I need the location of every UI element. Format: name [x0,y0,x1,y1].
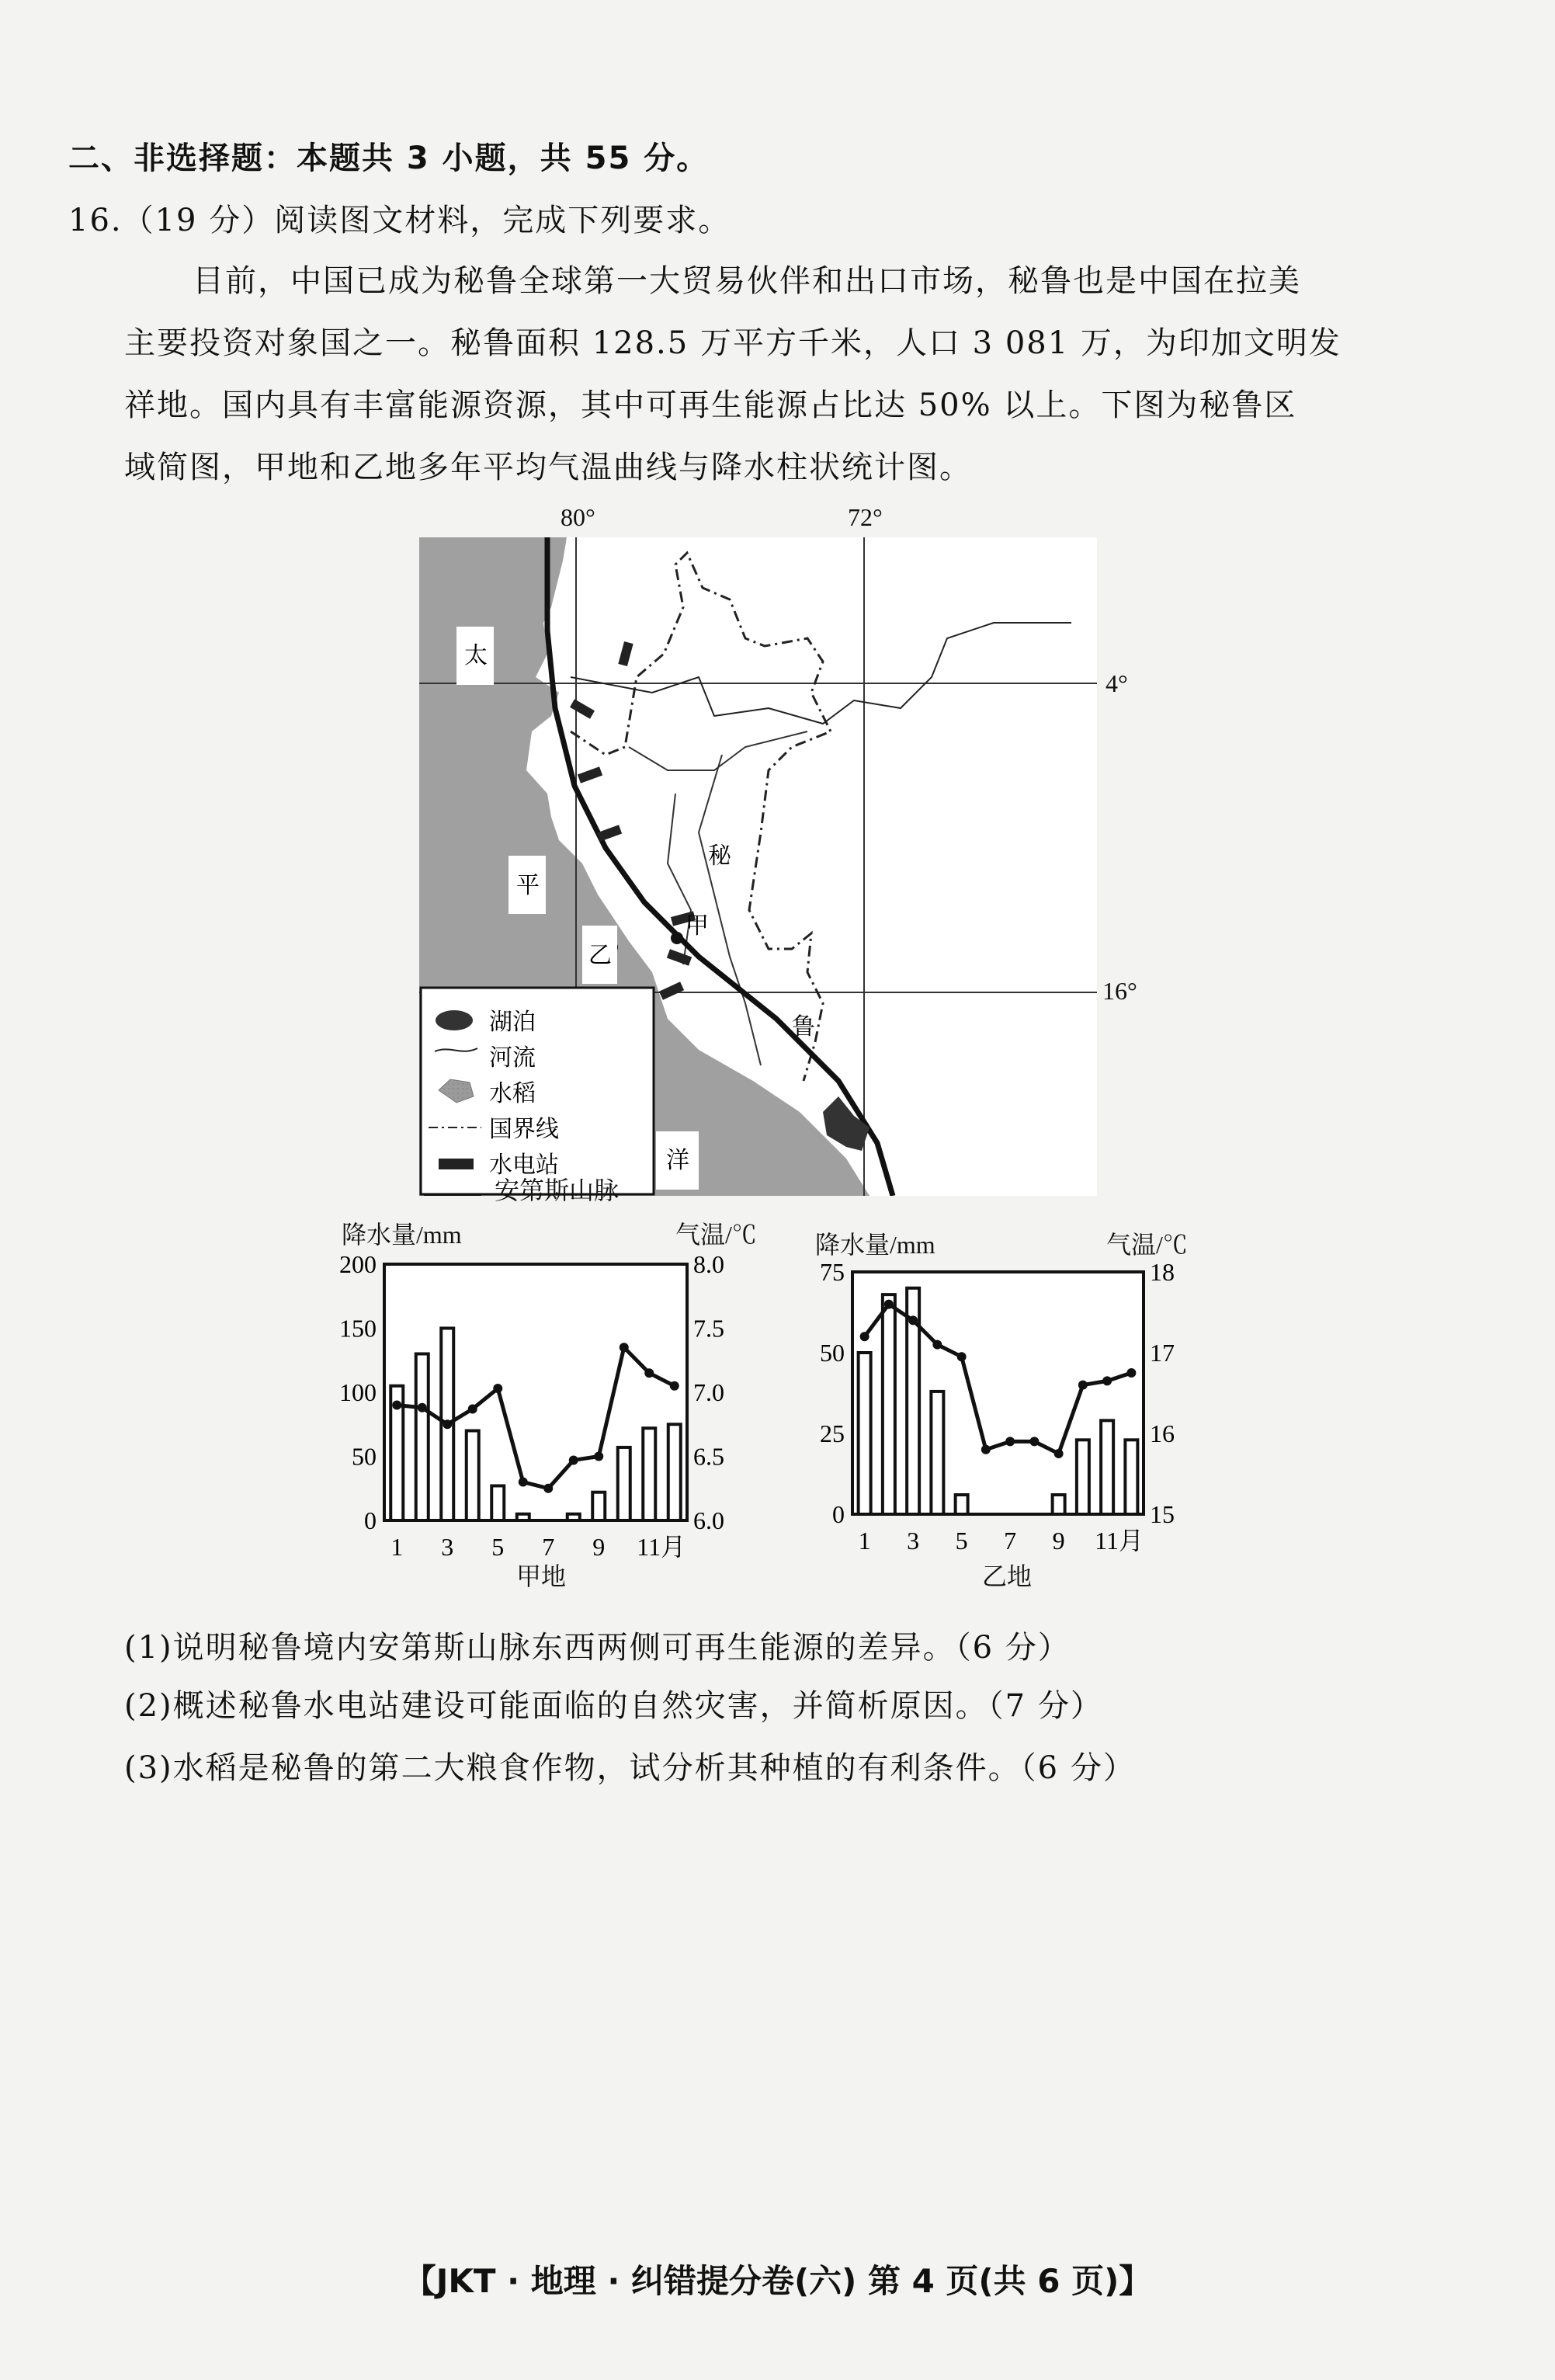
lat-label-4: 4° [1106,669,1128,697]
svg-text:15: 15 [1150,1500,1175,1528]
svg-text:18: 18 [1150,1258,1175,1286]
sub-question-3: (3)水稻是秘鲁的第二大粮食作物，试分析其种植的有利条件。（6 分） [124,1750,1136,1786]
svg-text:水电站: 水电站 [489,1152,559,1178]
map-legend [421,988,654,1196]
point-jia-label: 甲 [686,913,709,939]
svg-text:湖泊: 湖泊 [489,1009,536,1035]
svg-text:河流: 河流 [489,1045,536,1071]
chart-jia [326,1211,776,1603]
svg-text:7: 7 [1004,1527,1017,1555]
country-char-bi: 秘 [708,843,731,869]
material-line-1: 目前，中国已成为秘鲁全球第一大贸易伙伴和出口市场，秘鲁也是中国在拉美 [193,263,1301,299]
svg-text:25: 25 [820,1419,845,1447]
page-footer: 【JKT · 地理 · 纠错提分卷(六) 第 4 页(共 6 页)】 [403,2262,1152,2300]
material-line-2: 主要投资对象国之一。秘鲁面积 128.5 万平方千米，人口 3 081 万，为印加文明发 [124,325,1342,361]
chart-yi-ylabel-left: 降水量/mm [815,1231,935,1259]
ocean-char-yang: 洋 [666,1148,689,1173]
svg-text:50: 50 [352,1442,377,1471]
svg-text:8.0: 8.0 [693,1250,724,1278]
chart-jia-ylabel-right: 气温/℃ [675,1221,757,1249]
sub-question-2: (2)概述秘鲁水电站建设可能面临的自然灾害，并简析原因。（7 分） [124,1688,1103,1724]
lat-label-16: 16° [1102,977,1137,1005]
chart-yi-title: 乙地 [982,1562,1033,1590]
ocean-char-ping: 平 [516,873,540,898]
svg-text:1: 1 [858,1527,871,1555]
question-number: 16.（19 分）阅读图文材料，完成下列要求。 [68,203,731,238]
svg-text:3: 3 [441,1533,454,1561]
svg-text:11月: 11月 [1095,1527,1144,1555]
svg-text:0: 0 [832,1500,845,1528]
svg-text:100: 100 [339,1378,377,1406]
point-yi-label: 乙 [588,943,612,968]
sub-question-1: (1)说明秘鲁境内安第斯山脉东西两侧可再生能源的差异。（6 分） [124,1630,1071,1666]
svg-text:7.5: 7.5 [693,1314,724,1343]
chart-jia-title: 甲地 [516,1562,567,1590]
svg-text:6.0: 6.0 [693,1506,724,1534]
country-char-lu: 鲁 [792,1014,815,1040]
svg-text:国界线: 国界线 [489,1117,559,1142]
point-jia [671,932,683,944]
svg-text:16: 16 [1150,1419,1175,1447]
peru-region-map [419,537,1097,1196]
svg-text:7.0: 7.0 [693,1378,724,1406]
material-line-4: 域简图，甲地和乙地多年平均气温曲线与降水柱状统计图。 [124,450,972,485]
svg-text:75: 75 [820,1258,845,1286]
section-heading: 二、非选择题：本题共 3 小题，共 55 分。 [68,141,710,176]
svg-text:5: 5 [491,1533,505,1561]
svg-text:6.5: 6.5 [693,1442,724,1471]
ocean-char-tai: 太 [464,643,488,669]
map-graphic [419,537,1097,1196]
chart-yi-ylabel-right: 气温/℃ [1106,1231,1188,1259]
svg-text:7: 7 [542,1533,555,1561]
legend-andes-label: 安第斯山脉 [495,1176,620,1204]
chart-yi-plot [792,1211,1227,1600]
svg-text:水稻: 水稻 [489,1081,536,1107]
lon-label-80: 80° [561,503,595,531]
lon-label-72: 72° [848,503,883,531]
svg-text:200: 200 [339,1250,377,1278]
svg-text:150: 150 [339,1314,377,1343]
chart-jia-ylabel-left: 降水量/mm [342,1221,462,1249]
svg-text:5: 5 [955,1527,968,1555]
svg-text:9: 9 [1052,1527,1065,1555]
svg-text:0: 0 [364,1506,377,1534]
material-line-3: 祥地。国内具有丰富能源资源，其中可再生能源占比达 50% 以上。下图为秘鲁区 [124,387,1297,423]
svg-text:3: 3 [907,1527,920,1555]
chart-jia-plot [326,1211,776,1600]
svg-text:50: 50 [820,1339,845,1367]
chart-yi [792,1211,1227,1603]
svg-text:17: 17 [1150,1339,1175,1367]
svg-text:11月: 11月 [637,1533,686,1561]
svg-text:1: 1 [390,1533,404,1561]
svg-text:9: 9 [592,1533,606,1561]
